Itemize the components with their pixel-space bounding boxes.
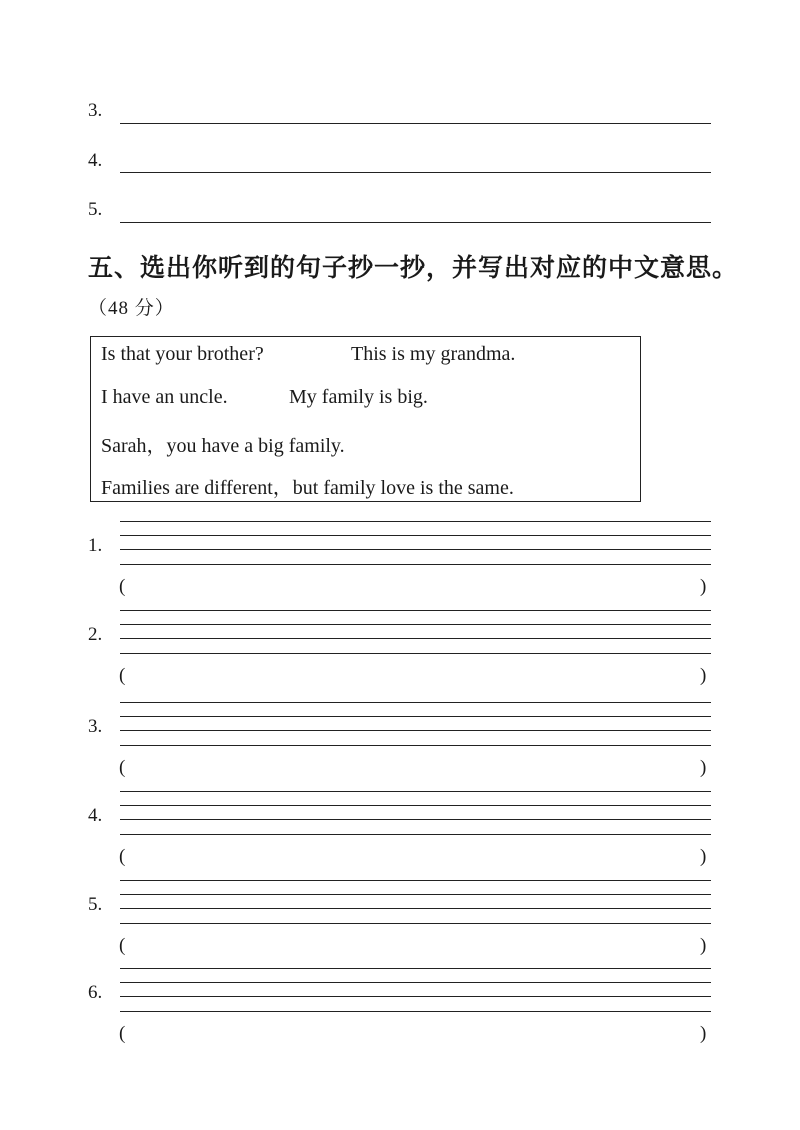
- writing-line: [120, 1011, 711, 1012]
- meaning-paren-close: ): [700, 576, 707, 597]
- answer-number: 2.: [88, 624, 103, 645]
- sentence-5: Sarah，you have a big family.: [101, 435, 345, 457]
- writing-line: [120, 624, 711, 625]
- writing-line: [120, 819, 711, 820]
- writing-line: [120, 549, 711, 550]
- writing-line: [120, 834, 711, 835]
- writing-line: [120, 880, 711, 881]
- writing-line: [120, 702, 711, 703]
- writing-line: [120, 968, 711, 969]
- meaning-paren-open: (: [119, 576, 126, 597]
- meaning-paren-close: ): [700, 1023, 707, 1044]
- answer-number: 1.: [88, 535, 103, 556]
- answer-number: 3.: [88, 716, 103, 737]
- sentence-3: I have an uncle.: [101, 386, 228, 408]
- writing-line: [120, 564, 711, 565]
- item-number: 4.: [88, 150, 103, 171]
- answer-line: [120, 172, 711, 173]
- sentence-1: Is that your brother?: [101, 343, 264, 365]
- meaning-paren-close: ): [700, 846, 707, 867]
- writing-line: [120, 908, 711, 909]
- sentence-2: This is my grandma.: [351, 343, 516, 365]
- writing-line: [120, 653, 711, 654]
- meaning-paren-open: (: [119, 846, 126, 867]
- writing-line: [120, 894, 711, 895]
- section-score: （48 分）: [88, 298, 175, 319]
- item-number: 5.: [88, 199, 103, 220]
- writing-line: [120, 996, 711, 997]
- answer-number: 5.: [88, 894, 103, 915]
- answer-line: [120, 123, 711, 124]
- meaning-paren-close: ): [700, 935, 707, 956]
- writing-line: [120, 535, 711, 536]
- meaning-paren-close: ): [700, 665, 707, 686]
- writing-line: [120, 791, 711, 792]
- writing-line: [120, 745, 711, 746]
- meaning-paren-open: (: [119, 757, 126, 778]
- writing-line: [120, 638, 711, 639]
- meaning-paren-open: (: [119, 665, 126, 686]
- writing-line: [120, 923, 711, 924]
- meaning-paren-open: (: [119, 935, 126, 956]
- sentence-6: Families are different，but family love is the same.: [101, 477, 514, 499]
- meaning-paren-close: ): [700, 757, 707, 778]
- writing-line: [120, 730, 711, 731]
- writing-line: [120, 610, 711, 611]
- writing-line: [120, 521, 711, 522]
- writing-line: [120, 716, 711, 717]
- section-title: 五、选出你听到的句子抄一抄，并写出对应的中文意思。: [88, 253, 739, 282]
- answer-number: 6.: [88, 982, 103, 1003]
- answer-line: [120, 222, 711, 223]
- answer-number: 4.: [88, 805, 103, 826]
- writing-line: [120, 982, 711, 983]
- sentence-box: [90, 336, 641, 502]
- sentence-4: My family is big.: [289, 386, 428, 408]
- writing-line: [120, 805, 711, 806]
- item-number: 3.: [88, 100, 103, 121]
- meaning-paren-open: (: [119, 1023, 126, 1044]
